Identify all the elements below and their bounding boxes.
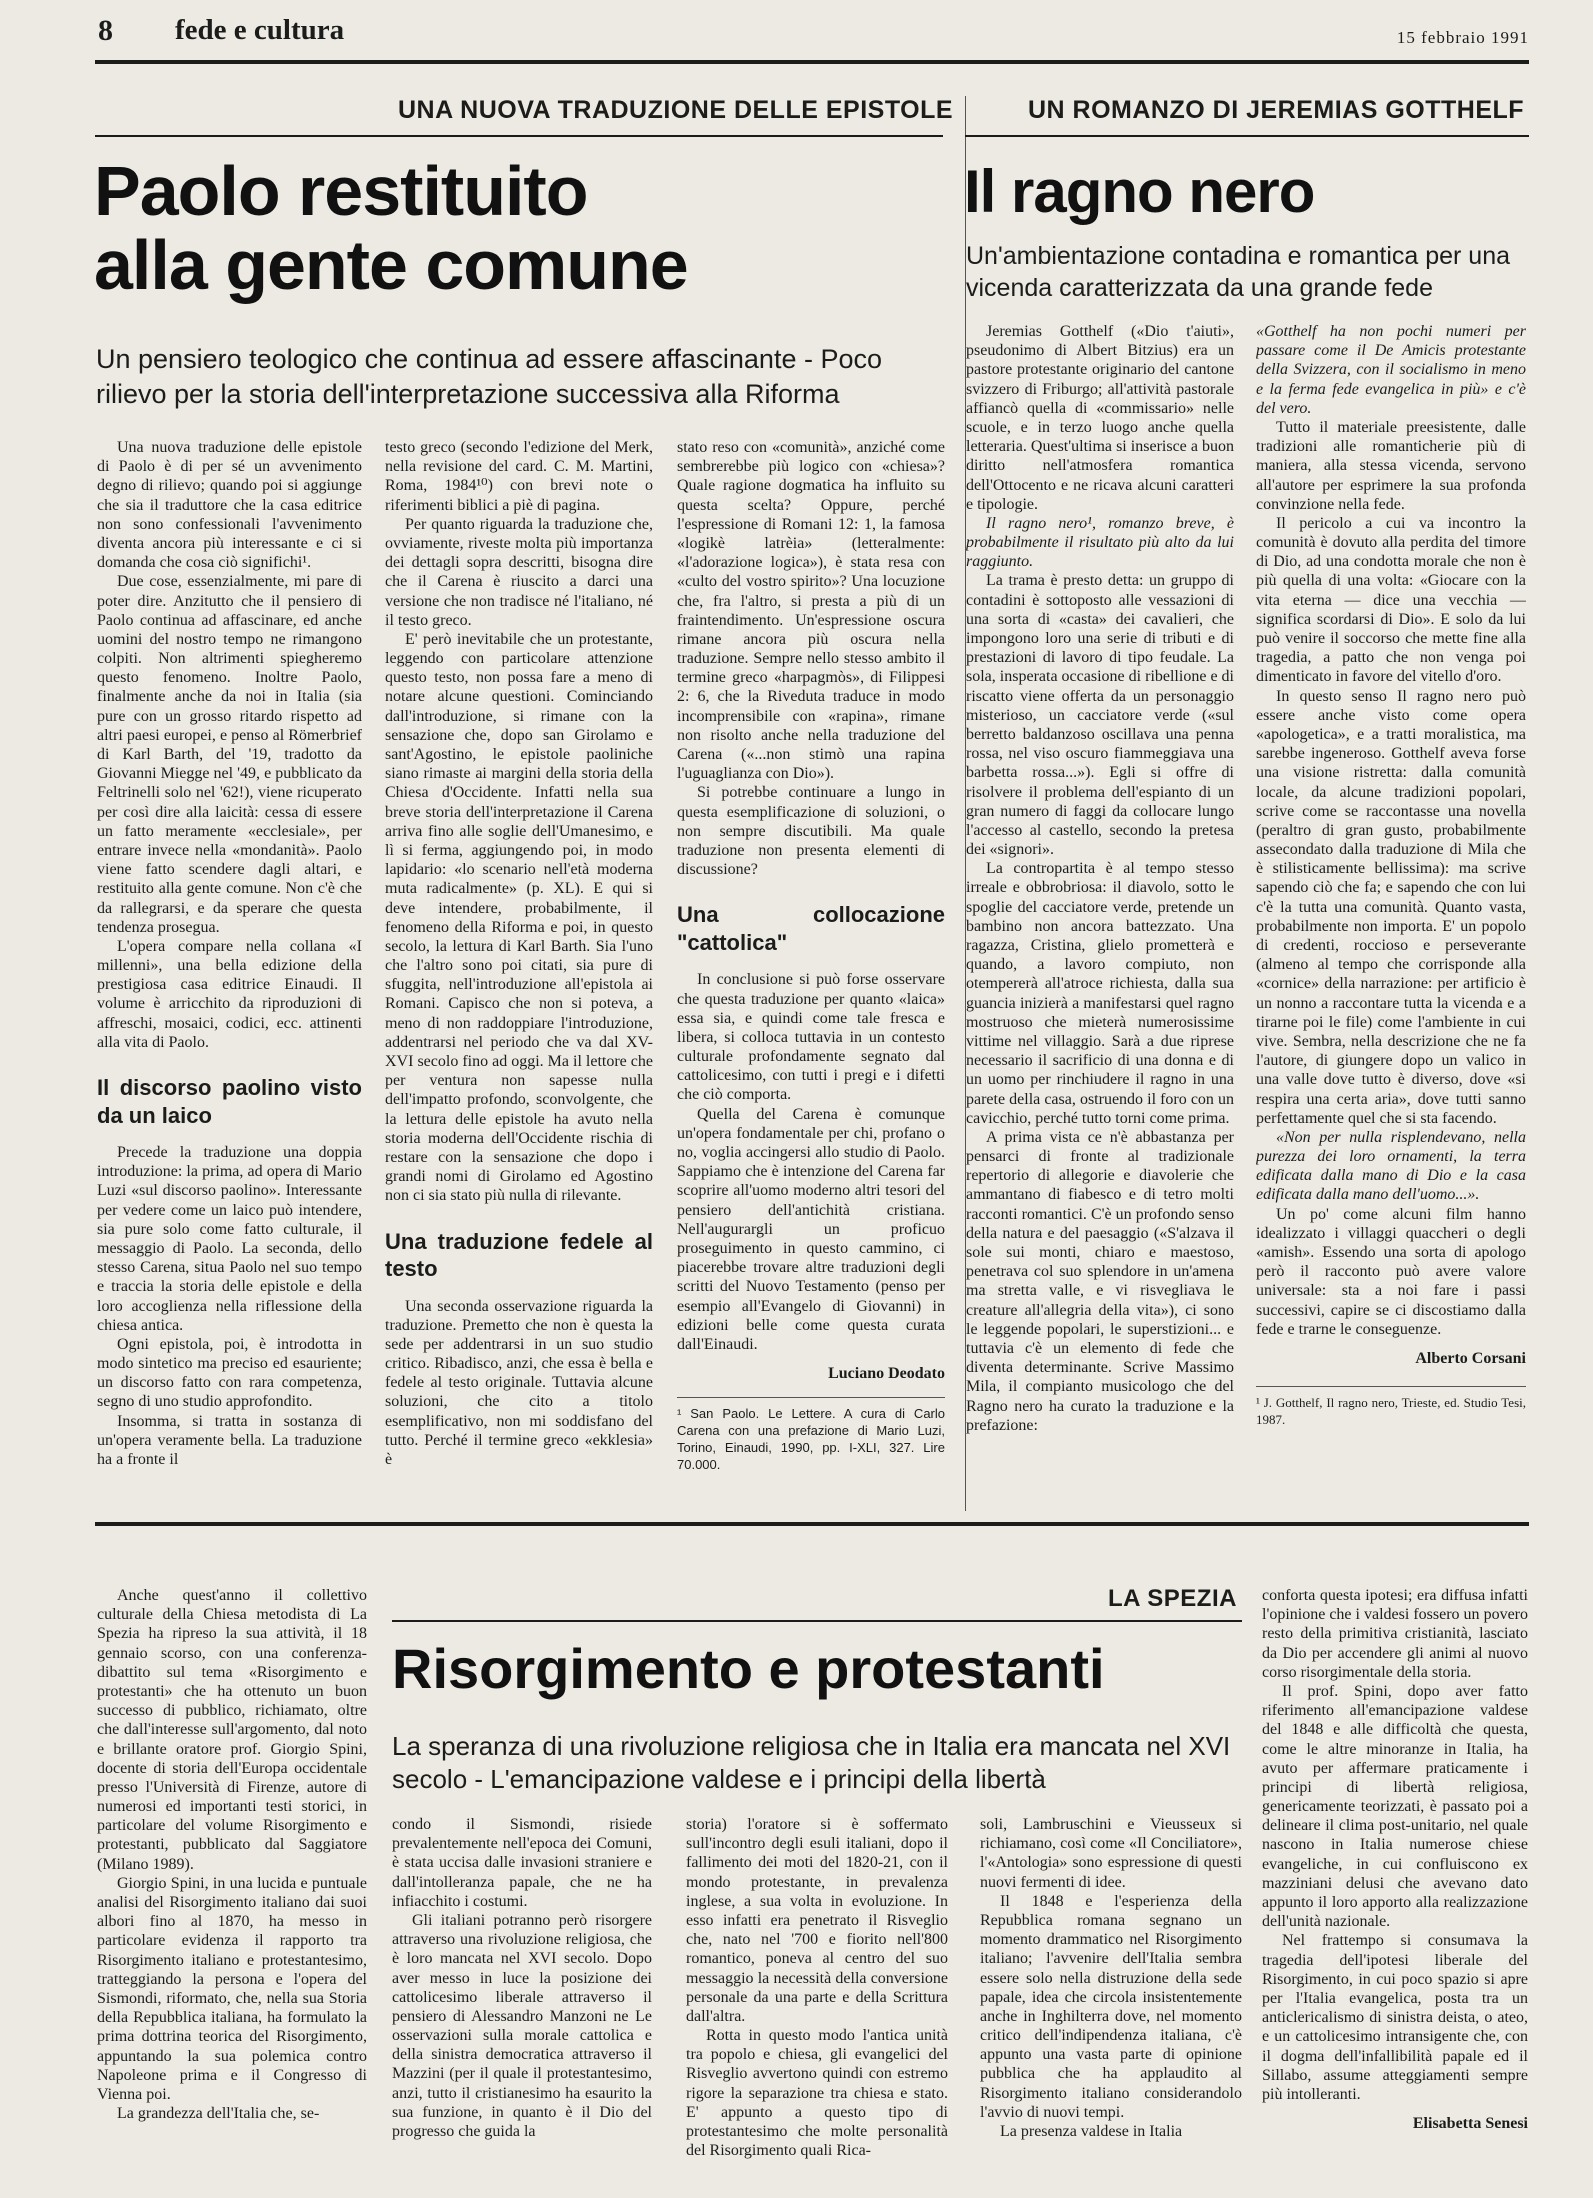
paragraph: Per quanto riguarda la traduzione che, ovviamente, riveste molta più importanza dei dettagli sopra descritti, bisogna dire che il Carena è riuscito a darci una versione che non tradisce né l'italiano, né il testo greco. — [385, 515, 653, 629]
subheading: Una traduzione fedele al testo — [385, 1228, 653, 1281]
paragraph: conforta questa ipotesi; era diffusa infatti l'opinione che i valdesi fossero un povero resto della primitiva cristianità, lasciato da Dio per accendere gli animi al nuovo corso risorgimentale della storia. — [1262, 1587, 1528, 1681]
paragraph: Jeremias Gotthelf («Dio t'aiuti», pseudonimo di Albert Bitzius) era un pastore protestante originario del cantone svizzero di Friburgo; all'attività pastorale affiancò quella di «commissario» nelle scuole, e in terzo luogo anche quella letteraria. Quest'ultima si inserisce a buon diritto nell'atmosfera romantica dell'Ottocento e ne ricava alcuni caratteri e tipologie. — [966, 323, 1234, 513]
paragraph: La trama è presto detta: un gruppo di contadini è sottoposto alle vessazioni di una sorta di «casta» dei cavalieri, che impongono loro una serie di tributi e di prestazioni di lavoro di tipo feudale. La sola, insperata occasione di ribellione e di riscatto viene offerta da un personaggio misterioso, un cacciatore verde («sul berretto baldanzoso oscillava una penna rossa, nel viso oscuro fiammeggiava una barbetta rossa...»). Egli si offre di risolvere il problema dell'espianto di un gran numero di faggi da collocare lungo l'accesso al castello, secondo la pretesa dei «signori». — [966, 572, 1234, 859]
paragraph: Il prof. Spini, dopo aver fatto riferimento all'emancipazione valdese del 1848 e alle difficoltà che questa, come le altre minoranze in Italia, ha avuto per affermare praticamente i principi di libertà religiosa, genericamente teorizzati, è passato poi a delineare il clima post-unitario, nel quale nascono in Italia numerose chiese evangeliche, in cui confluiscono ex mazziniani delusi che avevano dato appunto il loro apporto alla realizzazione dell'unità nazionale. — [1262, 1682, 1528, 1931]
paragraph: Gli italiani potranno però risorgere attraverso una rivoluzione religiosa, che è loro mancata nel XVI secolo. Dopo aver messo in luce la posizione dei cattolicesimo liberale attraverso il pensiero di Alessandro Manzoni ne Le osservazioni sulla morale cattolica e della sinistra democratica attraverso il Mazzini (per il quale il protestantesimo, anzi, tutto il cristianesimo ha esaurito la sua funzione, in quanto è il Dio del progresso che guida la — [392, 1911, 652, 2140]
article3-column-1 — [97, 1586, 367, 2186]
subheading: Il discorso paolino visto da un laico — [97, 1075, 362, 1128]
header-rule — [95, 60, 1529, 64]
paragraph: Una seconda osservazione riguarda la traduzione. Premetto che non è questa la sede per addentrarsi in un suo studio critico. Ribadisco, anzi, che essa è bella e fedele al testo originale. Tuttavia alcune soluzioni, che cito a titolo esemplificativo, non mi soddisfano del tutto. Perché il termine greco «ekklesia» è — [385, 1297, 653, 1468]
paragraph: Ogni epistola, poi, è introdotta in modo sintetico ma preciso ed esauriente; un discorso fatto con rara competenza, segno di uno studio approfondito. — [97, 1335, 362, 1411]
paragraph: A prima vista ce n'è abbastanza per pensarci di fronte al tradizionale repertorio di allegorie e diavolerie che ammantano di fiabesco e di tetro molti racconti romantici. C'è un profondo senso della natura e del paesaggio («S'alzava il sole sui monti, chiaro e maestoso, penetrava col suo splendore in un'amena ma stretta valle, e vi risvegliava le creature all'allegria della vita»), ci sono le leggende popolari, le superstizioni... e tuttavia c'è un elemento di fede che diventa determinante. Scrive Massimo Mila, il compianto musicologo che del Ragno nero ha curato la traduzione e la prefazione: — [966, 1128, 1234, 1434]
section-rule — [95, 1522, 1529, 1526]
paragraph: «Gotthelf ha non pochi numeri per passare come il De Amicis protestante della Svizzera, con il socialismo in meno e la ferma fede evangelica in più» e c'è del vero. — [1256, 323, 1526, 417]
article1-column-1 — [97, 438, 362, 1508]
section-title: fede e cultura — [175, 14, 345, 46]
issue-date: 15 febbraio 1991 — [1396, 28, 1529, 47]
paragraph: Il pericolo a cui va incontro la comunità è dovuto alla perdita del timore di Dio, ad una condotta morale che non è più quella di una volta: «Giocare con la vita eterna — dice una vecchia — significa scordarsi di Dio». E solo da lui può venire il soccorso che mette fine alla tragedia, a patto che non venga poi dimenticato in favore del vitello d'oro. — [1256, 514, 1526, 686]
paragraph: Un po' come alcuni film hanno idealizzato i villaggi quaccheri o degli «amish». Essendo una sorta di apologo però il racconto può avere valore universale: sta a noi fare i passi successivi, capire se ci discostiamo dalla fede e trarne le conseguenze. — [1256, 1205, 1526, 1338]
article3-headline: Risorgimento e protestanti — [392, 1637, 1105, 1700]
paragraph: Insomma, si tratta in sostanza di un'opera veramente bella. La traduzione ha a fronte il — [97, 1412, 362, 1468]
paragraph: testo greco (secondo l'edizione del Merk, nella revisione del card. C. M. Martini, Roma, 1984¹⁰) con brevi note o riferimenti biblici a piè di pagina. — [385, 439, 653, 514]
paragraph: soli, Lambruschini e Vieusseux si richiamano, così come «Il Conciliatore», l'«Antologia» sono espressione di questi nuovi fermenti di idee. — [980, 1816, 1242, 1891]
footnote: ¹ San Paolo. Le Lettere. A cura di Carlo Carena con una prefazione di Mario Luzi, Torino, Einaudi, 1990, pp. I-XLI, 327. Lire 70.000. — [677, 1406, 945, 1472]
article3-column-3 — [686, 1815, 948, 2185]
paragraph: Tutto il materiale preesistente, dalle tradizioni alle romanticherie più di maniera, alla stessa vicenda, servono all'autore per esprimere la sua profonda convinzione nella fede. — [1256, 418, 1526, 513]
article3-column-5 — [1262, 1586, 1528, 2186]
paragraph: Anche quest'anno il collettivo culturale della Chiesa metodista di La Spezia ha ripreso la sua attività, il 18 gennaio scorso, con una conferenza-dibattito sul tema «Risorgimento e protestanti» che ha ottenuto un buon successo di pubblico, richiamato, oltre che dall'interesse sull'argomento, dal noto e brillante oratore prof. Giorgio Spini, docente di storia dell'Europa occidentale presso l'Università di Firenze, autore di numerosi ed importanti testi storici, in particolare del volume Risorgimento e protestanti, pubblicato dal Saggiatore (Milano 1989). — [97, 1587, 367, 1873]
paragraph: Il 1848 e l'esperienza della Repubblica romana segnano un momento drammatico nel Risorgimento italiano; l'avvenire dell'Italia sembra essere solo nella distruzione della sede papale, idea che circola insistentemente anche in Inghilterra dove, nel momento critico dell'indipendenza italiana, c'è appunto una vasta parte di opinione pubblica che ha applaudito al Risorgimento italiano considerandolo l'avvio di nuovi tempi. — [980, 1892, 1242, 2121]
subheading: Una collocazione "cattolica" — [677, 902, 945, 955]
byline: Alberto Corsani — [1415, 1349, 1526, 1367]
paragraph: Precede la traduzione una doppia introduzione: la prima, ad opera di Mario Luzi «sul discorso paolino». Interessante per vedere come un laico può intendere, sia pure solo come fatto culturale, il messaggio di Paolo. La seconda, dello stesso Carena, situa Paolo nel suo tempo e traccia la storia delle epistole e della loro accoglienza nella riflessione della chiesa antica. — [97, 1144, 362, 1334]
article3-column-4 — [980, 1815, 1242, 2185]
paragraph: Quella del Carena è comunque un'opera fondamentale per chi, profano o no, voglia accingersi allo studio di Paolo. Sappiamo che è intenzione del Carena far scoprire all'uomo moderno altri tesori del pensiero dell'antichità cristiana. Nell'augurargli un proficuo proseguimento in questo cammino, ci piacerebbe trovare altre traduzioni degli scritti del Nuovo Testamento (penso per esempio all'Evangelo di Giovanni) in edizioni belle come questa curata dall'Einaudi. — [677, 1105, 945, 1353]
article2-headline: Il ragno nero — [964, 158, 1315, 225]
paragraph: Il ragno nero¹, romanzo breve, è probabilmente il risultato più alto da lui raggiunto. — [966, 514, 1234, 571]
paragraph: Giorgio Spini, in una lucida e puntuale analisi del Risorgimento italiano dai suoi albori fino al 1870, ha messo in particolare evidenza il rapporto tra Risorgimento italiano e protestantesimo, tratteggiando la persona e l'opera del Sismondi, riformato, che, nella sua Storia della Repubblica italiana, ha formulato la prima dottrina teorica del Risorgimento, appuntando la sua polemica contro Napoleone prima e il Congresso di Vienna poi. — [97, 1874, 367, 2103]
article2-column-2 — [1256, 322, 1526, 1512]
paragraph: La grandezza dell'Italia che, se- — [117, 2105, 320, 2123]
paragraph: «Non per nulla risplendevano, nella purezza dei loro ornamenti, la terra edificata dalla mano di Dio e la casa edificata dalla mano dell'uomo...». — [1256, 1128, 1526, 1204]
article1-headline-line1: Paolo restituito — [94, 152, 588, 230]
paragraph: stato reso con «comunità», anziché come sembrerebbe più logico con «chiesa»? Quale ragione dogmatica ha influito su questa scelta? Oppure, perché l'espressione di Romani 12: 1, la famosa «logikè latrèia» (letteralmente: «l'adorazione logica»), è stata resa con «culto del vostro spirito»? Una locuzione che, fra l'altro, si presta a più di un fraintendimento. Un'espressione oscura rimane ancora più oscura nella traduzione. Sempre nello stesso ambito il termine greco «harpagmòs», di Filippesi 2: 6, che la Riveduta traduce in modo incomprensibile con «rapina», rimane non risolto anche nella traduzione del Carena («...non stimò una rapina l'uguaglianza con Dio»). — [677, 439, 945, 783]
article3-rule — [392, 1620, 1242, 1622]
article2-standfirst: Un'ambientazione contadina e romantica per una vicenda caratterizzata da una grande fede — [966, 242, 1511, 302]
paragraph: La presenza valdese in Italia — [1000, 2123, 1183, 2140]
paragraph: storia) l'oratore si è soffermato sull'incontro degli esuli italiani, dopo il fallimento dei moti del 1820-21, con il mondo protestante, in prevalenza inglese, a sua volta in evoluzione. In esso infatti era penetrato il Risveglio che, nato nel '700 e fiorito nell'800 romantico, poneva al centro del suo messaggio la necessità della conversione personale da una parte e della Scrittura dall'altra. — [686, 1816, 948, 2025]
paragraph: Nel frattempo si consumava la tragedia dell'ipotesi liberale del Risorgimento, in cui poco spazio si apre per l'Italia evangelica, posta tra un anticlericalismo di sinistra deista, o ateo, e un cattolicesimo intransigente che, con il dogma dell'infallibilità papale ed il Sillabo, assume atteggiamenti sempre più intolleranti. — [1262, 1932, 1528, 2103]
byline: Luciano Deodato — [828, 1365, 945, 1383]
article1-headline — [94, 152, 688, 304]
article1-standfirst: Un pensiero teologico che continua ad essere affascinante - Poco rilievo per la storia dell'interpretazione successiva alla Riforma — [96, 344, 883, 409]
footnote-rule — [1256, 1386, 1526, 1387]
paragraph: In questo senso Il ragno nero può essere anche visto come opera «apologetica», e a tratti moralistica, ma sarebbe ingeneroso. Gotthelf aveva forse una visione ristretta: dalla comunità locale, da alcune tradizioni popolari, scrive come se raccontasse una novella (peraltro di gran gusto, probabilmente assecondato dalla traduzione di Mila che è stilisticamente bellissima): ma scrive sapendo ciò che fa; e sapendo che con lui c'è la tutta una comunità. Quanto vasta, probabilmente non importa. E' un popolo di credenti, roccioso e perseverante (almeno al tempo che corrisponde alla «cornice» della narrazione: per artificio è un nonno a raccontare tutta la vicenda e a tirarne poi le file) come l'ambiente in cui vive. Sembra, nella descrizione che ne fa l'autore, di giungere dopo un valico in una valle dove tutto è diverso, dove «si respira una certa aria», dove tutti sanno perfettamente quel che si sta facendo. — [1256, 687, 1526, 1127]
article1-headline-line2: alla gente comune — [94, 225, 688, 304]
paragraph: condo il Sismondi, risiede prevalentemente nell'epoca dei Comuni, è stata uccisa dalle invasioni straniere e dall'intolleranza papale, che ne ha infiacchito i costumi. — [392, 1816, 652, 1910]
paragraph: Una nuova traduzione delle epistole di Paolo è di per sé un avvenimento degno di rilievo; quando poi si aggiunge che sia il traduttore che la casa editrice non sono confessionali l'avvenimento diventa ancora più interessante e ci si domanda che cosa ciò significhi¹. — [97, 439, 362, 572]
paragraph: Due cose, essenzialmente, mi pare di poter dire. Anzitutto che il pensiero di Paolo continua ad affascinare, ed anche uomini del nostro tempo ne rimangono colpiti. Non altrimenti spiegheremo questo fenomeno. Inoltre Paolo, finalmente anche da noi in Italia (sia pure con un grosso ritardo rispetto ad altri paesi europei, e penso al Römerbrief di Karl Barth, del '19, tradotto da Giovanni Miegge nel '49, e pubblicato da Feltrinelli solo nel '62!), viene ricuperato per così dire alla laicità: cessa di essere un fatto meramente «ecclesiale», per entrare invece nella «mondanità». Paolo viene fatto scendere dagli altari, e restituito alla gente comune. Non c'è che da rallegrarsi, e da sperare che questa tendenza prosegua. — [97, 573, 362, 936]
article1-kicker: UNA NUOVA TRADUZIONE DELLE EPISTOLE — [398, 96, 954, 124]
article1-column-2 — [385, 438, 653, 1508]
footnote: ¹ J. Gotthelf, Il ragno nero, Trieste, ed. Studio Tesi, 1987. — [1256, 1395, 1526, 1428]
article2-rule — [965, 135, 1529, 137]
paragraph: L'opera compare nella collana «I millenni», una bella edizione della prestigiosa casa editrice Einaudi. Il volume è arricchito da riproduzioni di affreschi, mosaici, codici, ecc. attinenti alla vita di Paolo. — [97, 937, 362, 1051]
article2-column-1 — [966, 322, 1234, 1512]
article1-column-3 — [677, 438, 945, 1508]
article3-standfirst: La speranza di una rivoluzione religiosa che in Italia era mancata nel XVI secolo - L'emancipazione valdese e i principi della libertà — [392, 1731, 1231, 1795]
article3-kicker: LA SPEZIA — [1108, 1585, 1237, 1612]
byline: Elisabetta Senesi — [1412, 2115, 1528, 2133]
paragraph: Si potrebbe continuare a lungo in questa esemplificazione di soluzioni, o non sempre discutibili. Ma quale traduzione non presenta elementi di discussione? — [677, 784, 945, 879]
paragraph: In conclusione si può forse osservare che questa traduzione per quanto «laica» essa sia, e quindi come tale fresca e libera, si colloca tuttavia in un contesto culturale profondamente segnato dal cattolicesimo, con tutti i pregi e i difetti che ciò comporta. — [677, 971, 945, 1104]
article3-column-2 — [392, 1815, 652, 2185]
paragraph: E' però inevitabile che un protestante, leggendo con particolare attenzione questo testo, non possa fare a meno di notare alcune questioni. Cominciando dall'introduzione, si rimane con la sensazione che, dopo san Girolamo e sant'Agostino, le epistole paoliniche siano rimaste ai margini della storia della Chiesa d'Occidente. Infatti nella sua breve storia dell'interpretazione il Carena arriva fino alle soglie dell'Umanesimo, e lì si ferma, aggiungendo poi, in modo lapidario: «lo scenario nell'età moderna muta radicalmente» (p. XL). E qui si deve intendere, probabilmente, il fenomeno della Riforma e poi, in questo secolo, la lettura di Karl Barth. Sia l'uno che l'altro sono poi citati, sia pure di sfuggita, nell'introduzione all'epistola ai Romani. Capisco che non si poteva, a meno di non raddoppiare l'introduzione, addentrarsi nel periodo che va dal XV-XVI secolo fino ad oggi. Ma il lettore che per ventura non sapesse nulla dell'impatto profondo, sconvolgente, che la lettura delle epistole ha avuto nella storia moderna dell'Occidente rischia di restare con la sensazione che dopo i grandi nomi di Girolamo ed Agostino non ci sia stato più nulla di rilevante. — [385, 630, 653, 1205]
paragraph: Rotta in questo modo l'antica unità tra popolo e chiesa, gli evangelici del Risveglio avvertono quindi con estremo rigore la separazione tra chiesa e stato. E' appunto a questo tipo di protestantesimo che molte personalità del Risorgimento quali Rica- — [686, 2027, 948, 2160]
page-number: 8 — [98, 14, 113, 47]
article1-rule — [95, 135, 943, 137]
article2-kicker: UN ROMANZO DI JEREMIAS GOTTHELF — [1028, 96, 1525, 124]
footnote-rule — [677, 1397, 945, 1398]
paragraph: La contropartita è al tempo stesso irreale e obbrobriosa: il diavolo, sotto le spoglie del cacciatore verde, pretende un bambino non ancora battezzato. Una ragazza, Cristina, glielo prometterà e quando, a lavoro compiuto, non otempererà all'atroce richiesta, dalla sua guancia inizierà a manifestarsi quel ragno mostruoso che mieterà numerosissime vittime nel villaggio. Sarà a due riprese necessario il sacrificio di una donna e di un uomo per rinchiudere il ragno in una parete della casa, ostruendo il foro con un cavicchio, perché tutto torni come prima. — [966, 860, 1234, 1127]
